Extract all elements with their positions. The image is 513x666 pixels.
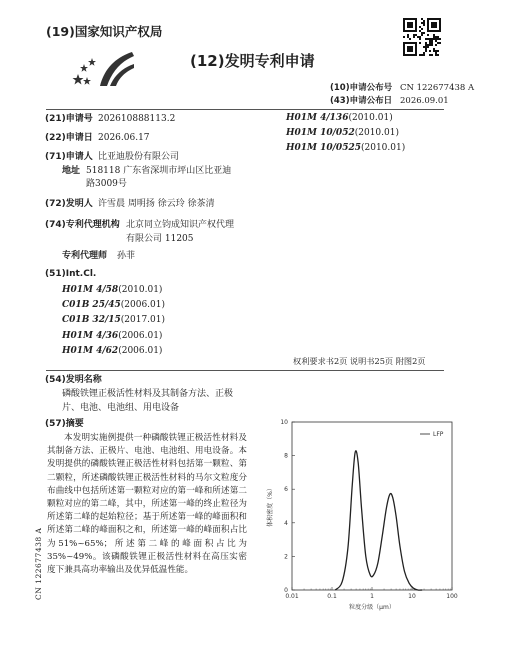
address-label: 地址 bbox=[62, 166, 81, 176]
int-cl-code: H01M 10/052 bbox=[286, 128, 355, 139]
int-cl-code: H01M 4/36 bbox=[62, 330, 119, 341]
x-axis-label: 粒度分级（μm） bbox=[349, 604, 395, 611]
agent-label: 专利代理师 bbox=[62, 251, 108, 261]
int-cl-version: (2006.01) bbox=[120, 300, 166, 311]
x-tick-label: 10 bbox=[408, 593, 416, 600]
abstract-rule bbox=[46, 370, 444, 371]
int-cl-version: (2006.01) bbox=[118, 330, 163, 341]
int-cl-code: C01B 32/15 bbox=[62, 315, 121, 326]
int-cl-entry bbox=[62, 284, 165, 299]
int-cl-entry bbox=[62, 345, 165, 360]
int-cl-entry bbox=[62, 299, 165, 314]
int-cl-entry bbox=[62, 330, 165, 345]
side-publication-number: CN 122677438 A bbox=[34, 527, 43, 600]
document-type-title: (12)发明专利申请 bbox=[190, 52, 315, 70]
int-cl-code: H01M 4/136 bbox=[286, 113, 349, 123]
int-cl-list bbox=[62, 284, 165, 360]
invention-title-line-2: 片、电池、电池组、用电设备 bbox=[62, 403, 180, 413]
qr-code-icon bbox=[403, 18, 441, 56]
agency-label: (74)专利代理机构 bbox=[45, 220, 120, 230]
int-cl-entry bbox=[62, 314, 165, 329]
int-cl-version: (2010.01) bbox=[348, 113, 393, 123]
invention-title-line-1: 磷酸铁锂正极活性材料及其制备方法、正极 bbox=[62, 389, 234, 399]
int-cl-version: (2017.01) bbox=[120, 315, 166, 326]
inventors-label: (72)发明人 bbox=[45, 199, 93, 209]
y-tick-label: 4 bbox=[284, 519, 288, 527]
application-number-label: (21)申请号 bbox=[45, 114, 93, 124]
inventors: 许雪晨 周明扬 徐云玲 徐茶清 bbox=[98, 199, 215, 209]
abstract-label: (57)摘要 bbox=[45, 419, 84, 429]
agency-line-2: 有限公司 11205 bbox=[126, 234, 194, 244]
publication-date: 2026.09.01 bbox=[400, 96, 449, 106]
int-cl-code: H01M 4/58 bbox=[62, 285, 119, 295]
legend-label: LFP bbox=[433, 431, 444, 438]
x-tick-label: 0.1 bbox=[327, 593, 337, 600]
publication-date-label: (43)申请公布日 bbox=[330, 96, 393, 106]
int-cl-code: H01M 4/62 bbox=[62, 345, 119, 356]
int-cl-entry bbox=[286, 142, 405, 157]
y-tick-label: 8 bbox=[284, 452, 288, 460]
int-cl-code: C01B 25/45 bbox=[62, 300, 121, 311]
address-line-1: 518118 广东省深圳市坪山区比亚迪 bbox=[86, 166, 232, 176]
series-line-lfp bbox=[335, 451, 422, 590]
y-tick-label: 0 bbox=[284, 587, 288, 594]
int-cl-version: (2010.01) bbox=[118, 285, 163, 295]
int-cl-label: (51)Int.Cl. bbox=[45, 269, 97, 279]
agency-line-1: 北京同立钧成知识产权代理 bbox=[126, 220, 235, 230]
plot-frame bbox=[292, 422, 452, 590]
abstract-text: 本发明实施例提供一种磷酸铁锂正极活性材料及其制备方法、正极片、电池、电池组、用电设备。本发明提供的磷酸铁锂正极活性材料包括第一颗粒、第二颗粒，所述磷酸铁锂正极活性材料的马尔文粒度分布曲线中包括所述第一颗粒对应的第一峰和所述第二颗粒对应的第二峰，其中，所述第一峰的终止粒径为所述第二峰的起始粒径；基于所述第一峰的峰面积和所述第二峰的峰面积之和，所述第一峰的峰面积占比为51%~65%；所述第二峰的峰面积占比为35%~49%。该磷酸铁锂正极活性材料在高压实密度下兼具高功率输出及优异低温性能。 bbox=[47, 433, 247, 576]
office-name: (19)国家知识产权局 bbox=[46, 24, 163, 39]
int-cl-version: (2010.01) bbox=[354, 128, 399, 139]
application-number: 202610888113.2 bbox=[98, 114, 176, 124]
cnipa-logo-icon bbox=[70, 50, 142, 88]
publication-number: CN 122677438 A bbox=[400, 83, 475, 93]
x-tick-label: 0.01 bbox=[285, 593, 299, 600]
invention-title-label: (54)发明名称 bbox=[45, 375, 102, 385]
particle-size-distribution-chart bbox=[262, 412, 462, 612]
x-tick-label: 1 bbox=[370, 593, 374, 600]
applicant-label: (71)申请人 bbox=[45, 152, 93, 162]
application-date: 2026.06.17 bbox=[98, 133, 150, 143]
address-line-2: 路3009号 bbox=[86, 179, 127, 189]
int-cl-code: H01M 10/0525 bbox=[286, 143, 361, 154]
y-axis-label: 体积密度（%） bbox=[267, 485, 274, 527]
y-tick-label: 10 bbox=[280, 419, 288, 426]
y-tick-label: 2 bbox=[284, 553, 288, 561]
applicant: 比亚迪股份有限公司 bbox=[98, 152, 180, 162]
publication-number-label: (10)申请公布号 bbox=[330, 83, 393, 93]
int-cl-version: (2010.01) bbox=[360, 143, 406, 154]
int-cl-entry bbox=[286, 112, 405, 127]
int-cl-version: (2006.01) bbox=[118, 345, 163, 356]
agent: 孙菲 bbox=[117, 251, 136, 261]
pages-info: 权利要求书2页 说明书25页 附图2页 bbox=[293, 356, 426, 366]
int-cl-list-continued bbox=[286, 112, 405, 158]
x-tick-label: 100 bbox=[446, 593, 458, 600]
int-cl-entry bbox=[286, 127, 405, 142]
header-rule bbox=[46, 109, 444, 110]
application-date-label: (22)申请日 bbox=[45, 133, 93, 143]
y-tick-label: 6 bbox=[284, 486, 288, 494]
